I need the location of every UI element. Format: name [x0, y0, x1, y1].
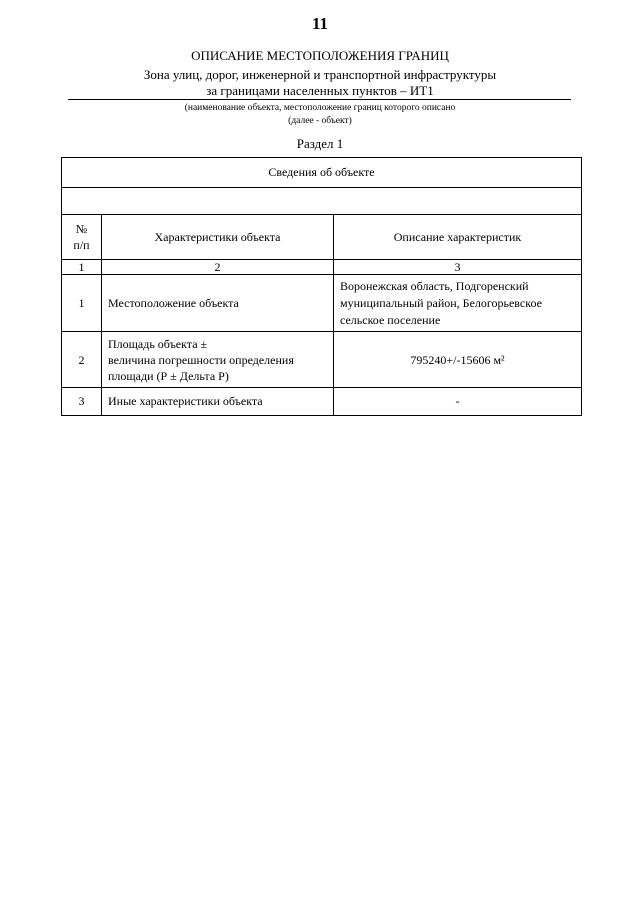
- table-empty-cell: [62, 188, 582, 215]
- zone-title-line-1: Зона улиц, дорог, инженерной и транспортной инфраструктуры: [143, 67, 497, 82]
- object-info-table: [61, 157, 582, 416]
- row-value-line: сельское поселение: [340, 312, 441, 327]
- row-num: 1: [62, 275, 102, 332]
- row-value: [334, 275, 582, 332]
- document-title: ОПИСАНИЕ МЕСТОПОЛОЖЕНИЯ ГРАНИЦ: [191, 48, 449, 63]
- table-row: [62, 388, 582, 416]
- table-row: [62, 275, 582, 332]
- row-value-line: муниципальный район, Белогорьевское: [340, 295, 542, 310]
- row-characteristic: Местоположение объекта: [102, 275, 334, 332]
- table-caption: Сведения об объекте: [62, 158, 582, 188]
- row-value: 795240+/-15606 м²: [334, 332, 582, 388]
- index-cell: 2: [102, 260, 334, 275]
- table-row: [62, 332, 582, 388]
- header-num: [62, 215, 102, 260]
- table-header-row: [62, 215, 582, 260]
- row-characteristic-line: Площадь объекта ±: [108, 336, 208, 351]
- row-characteristic: [102, 332, 334, 388]
- table-caption-row: [62, 158, 582, 188]
- row-num: 3: [62, 388, 102, 416]
- zone-title: [0, 67, 640, 99]
- header-num-line-2: п/п: [73, 238, 90, 252]
- section-title: Раздел 1: [296, 136, 344, 151]
- header-description: Описание характеристик: [334, 215, 582, 260]
- index-cell: 3: [334, 260, 582, 275]
- index-cell: 1: [62, 260, 102, 275]
- header-num-line-1: №: [75, 222, 88, 236]
- table-empty-row: [62, 188, 582, 215]
- row-characteristic: Иные характеристики объекта: [102, 388, 334, 416]
- page-number: 11: [311, 14, 329, 33]
- table-index-row: [62, 260, 582, 275]
- zone-underline: [68, 99, 571, 100]
- row-value: -: [334, 388, 582, 416]
- row-characteristic-line: площади (Р ± Дельта Р): [108, 368, 229, 383]
- zone-note: [0, 102, 640, 128]
- row-value-line: Воронежская область, Подгоренский: [340, 278, 529, 293]
- row-characteristic-line: величина погрешности определения: [108, 352, 294, 367]
- zone-note-line-1: (наименование объекта, местоположение границ которого описано: [184, 103, 456, 113]
- row-num: 2: [62, 332, 102, 388]
- zone-note-line-2: (далее - объект): [288, 116, 352, 126]
- header-characteristics: Характеристики объекта: [102, 215, 334, 260]
- zone-title-line-2: за границами населенных пунктов – ИТ1: [206, 83, 434, 98]
